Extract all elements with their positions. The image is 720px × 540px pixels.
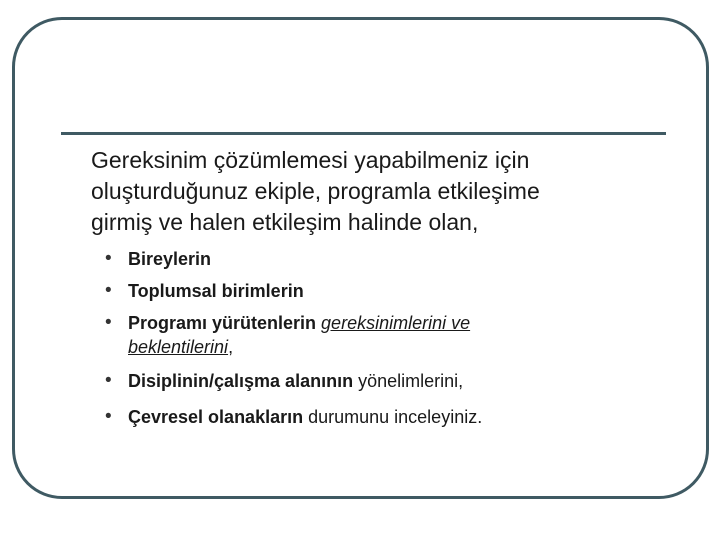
- bullet-bold-text: Toplumsal birimlerin: [128, 281, 304, 301]
- intro-line-1: Gereksinim çözümlemesi yapabilmeniz için: [91, 147, 530, 173]
- bullet-item-programi-yurutenlerin: [105, 311, 568, 359]
- bullet-text: [128, 279, 568, 303]
- bullet-item-cevresel: [105, 405, 568, 429]
- bullet-text: [128, 311, 568, 359]
- bullet-regular-text: durumunu inceleyiniz.: [303, 407, 483, 427]
- bullet-text: [128, 405, 568, 429]
- bullet-item-disiplinin: [105, 369, 568, 393]
- bullet-dot-icon: •: [105, 280, 112, 301]
- bullet-item-bireylerin: [105, 247, 568, 271]
- bullet-bold-text: Programı yürütenlerin: [128, 313, 322, 333]
- intro-paragraph: [91, 145, 671, 238]
- bullet-bold-text: Disiplinin/çalışma alanının: [128, 371, 354, 391]
- bullet-bold-text: Çevresel olanakların: [128, 407, 304, 427]
- bullet-dot-icon: •: [105, 312, 112, 333]
- bullet-bold-text: Bireylerin: [128, 249, 212, 269]
- bullet-regular-text: yönelimlerini,: [353, 371, 464, 391]
- bullet-regular-text: ,: [228, 337, 234, 357]
- bullet-text: [128, 369, 568, 393]
- title-divider-rule: [61, 132, 666, 135]
- bullet-dot-icon: •: [105, 370, 112, 391]
- bullet-dot-icon: •: [105, 248, 112, 269]
- intro-line-3: girmiş ve halen etkileşim halinde olan,: [91, 209, 479, 235]
- bullet-text: [128, 247, 568, 271]
- bullet-item-toplumsal-birimlerin: [105, 279, 568, 303]
- bullet-emphasis-text: gereksinimlerini ve beklentilerini: [128, 313, 471, 357]
- intro-line-2: oluşturduğunuz ekiple, programla etkileşime: [91, 178, 540, 204]
- bullet-dot-icon: •: [105, 406, 112, 427]
